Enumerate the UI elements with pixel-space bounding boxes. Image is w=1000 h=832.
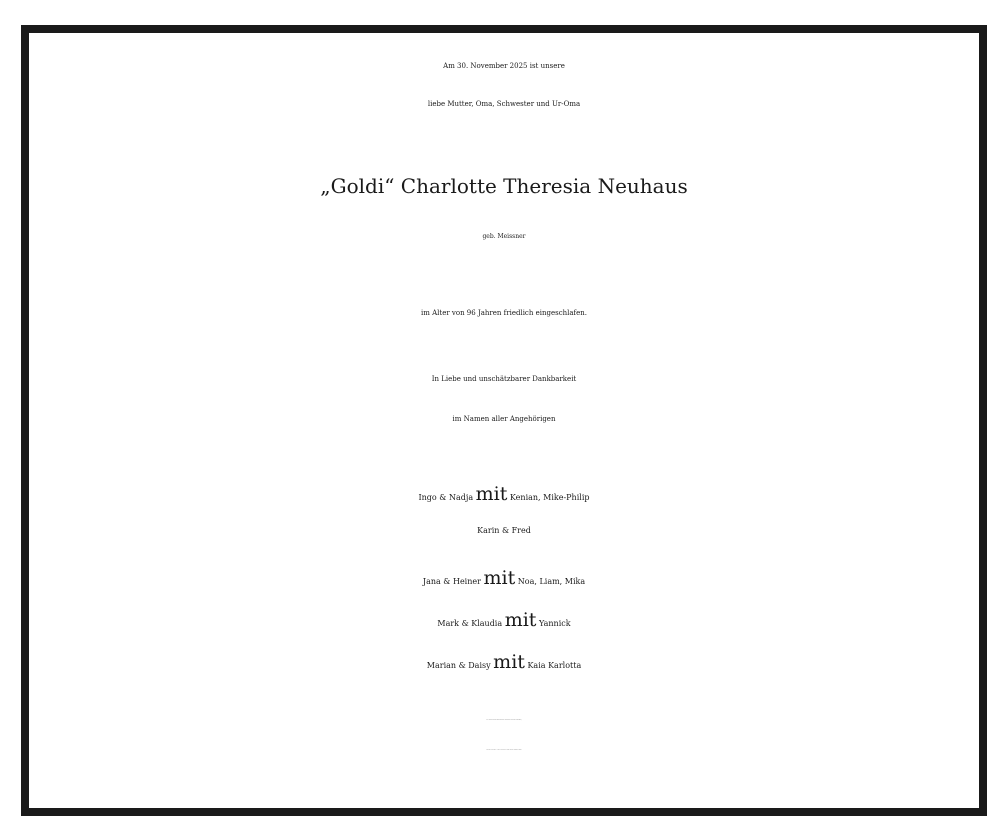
family-children: Kaia Karlotta (527, 661, 582, 670)
gratitude-line-1: In Liebe und unschätzbarer Dankbarkeit (431, 375, 577, 383)
passing-statement: im Alter von 96 Jahren friedlich eingeschlafen. (420, 309, 587, 317)
family-main: Ingo & Nadja (418, 493, 474, 502)
service-line-2: dem 18.12.25 um 14 Uhr in der Kapelle vom Friedhof Bramfeld statt. (486, 750, 522, 751)
family-main: Marian & Daisy (426, 661, 491, 670)
family-main: Mark & Klaudia (437, 619, 503, 628)
family-children: Noa, Liam, Mika (517, 577, 586, 586)
family-children: Kenian, Mike-Philip (509, 493, 590, 502)
family-line (29, 569, 979, 588)
family-main: Karin & Fred (477, 526, 531, 535)
family-children: Yannick (538, 619, 571, 628)
family-mit: mit (475, 483, 508, 505)
family-line (29, 611, 979, 630)
birth-name: geb. Meissner (482, 233, 526, 240)
intro-line-2: liebe Mutter, Oma, Schwester und Ur-Oma (427, 100, 581, 108)
notice-frame (21, 25, 987, 816)
family-main: Jana & Heiner (422, 577, 481, 586)
family-mit: mit (504, 609, 537, 631)
family-line (29, 485, 979, 504)
service-line-1: Die Trauerfeier mit anschließender Beisetzung findet am Donnerstag, (486, 720, 522, 721)
family-mit: mit (483, 567, 516, 589)
family-line (29, 527, 979, 535)
gratitude-line-2: im Namen aller Angehörigen (452, 415, 556, 423)
notice-content (29, 33, 979, 808)
intro-line-1: Am 30. November 2025 ist unsere (443, 62, 565, 70)
family-line (29, 653, 979, 672)
deceased-name: „Goldi“ Charlotte Theresia Neuhaus (320, 174, 688, 198)
family-mit: mit (493, 651, 525, 673)
